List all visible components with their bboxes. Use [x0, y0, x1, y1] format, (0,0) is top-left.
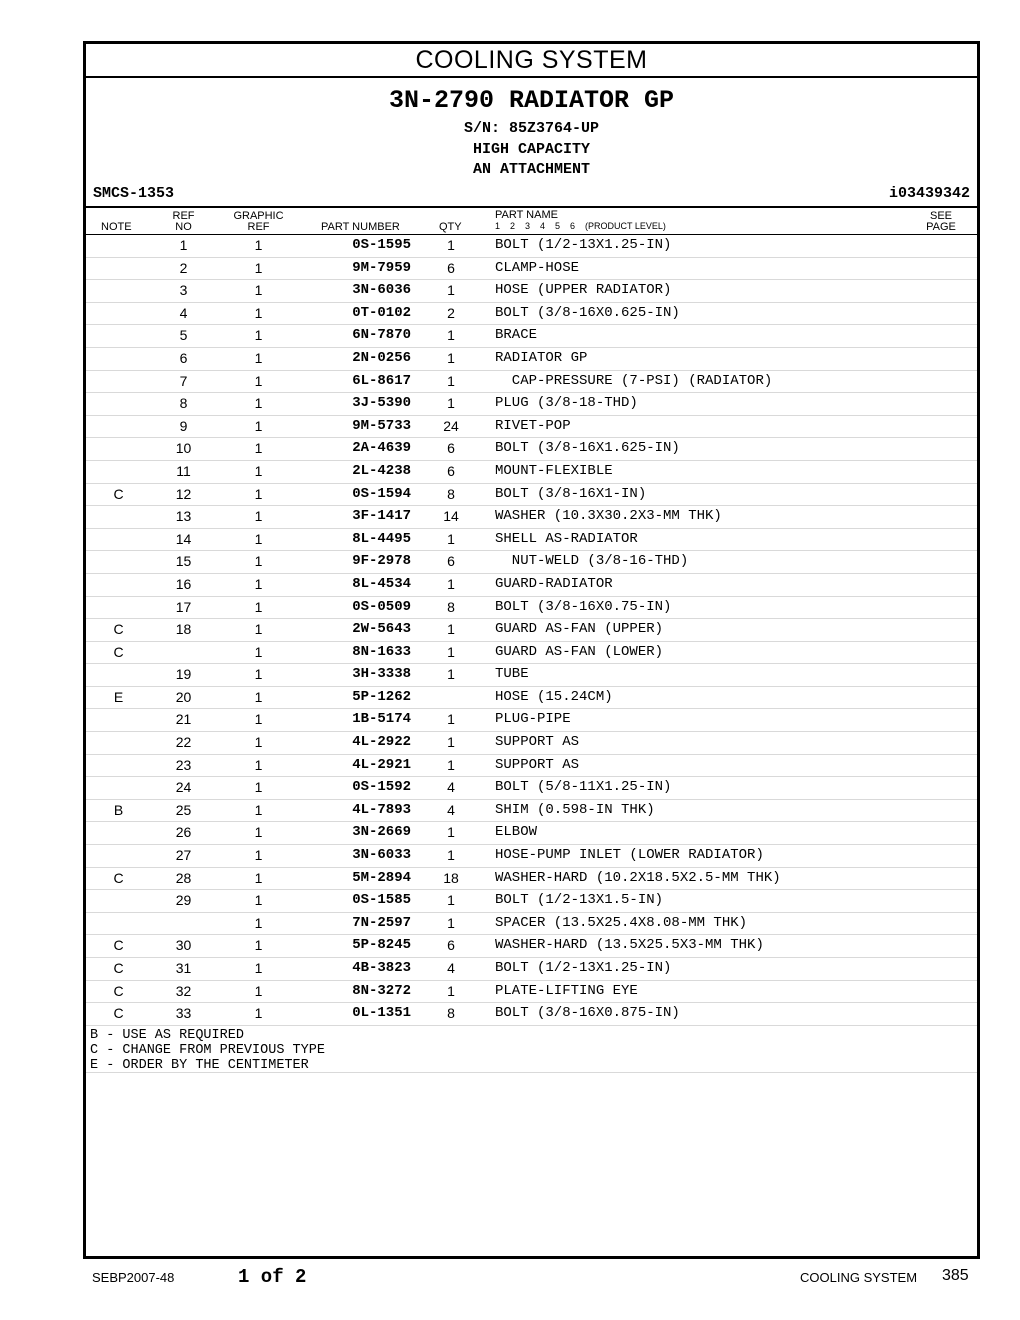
smcs-code: SMCS-1353	[93, 185, 175, 202]
qty-cell: 1	[447, 530, 455, 547]
note-b: B - USE AS REQUIRED	[90, 1027, 244, 1043]
table-row	[86, 371, 977, 394]
part-number-cell: 2W-5643	[352, 621, 411, 638]
ref-no-cell: 30	[175, 937, 192, 954]
part-name-cell: GUARD AS-FAN (UPPER)	[495, 621, 664, 638]
qty-cell: 4	[447, 779, 455, 796]
ref-no-cell: 7	[179, 372, 188, 389]
table-row	[86, 642, 977, 665]
part-name-cell: BOLT (5/8-11X1.25-IN)	[495, 779, 672, 796]
table-row	[86, 845, 977, 868]
col-see-bottom: PAGE	[926, 221, 956, 233]
table-row	[86, 574, 977, 597]
group-description-1: HIGH CAPACITY	[472, 141, 591, 158]
table-row	[86, 551, 977, 574]
col-ref-bottom: NO	[175, 221, 192, 233]
qty-cell: 6	[447, 462, 455, 479]
ref-no-cell: 12	[175, 485, 192, 502]
graphic-ref-cell: 1	[254, 824, 263, 841]
part-name-cell: HOSE (UPPER RADIATOR)	[495, 282, 672, 299]
part-number-cell: 3N-6033	[352, 847, 411, 864]
part-number-cell: 9M-7959	[352, 259, 411, 276]
part-number-cell: 9F-2978	[352, 553, 411, 570]
ref-no-cell: 29	[175, 892, 192, 909]
part-name-cell: BOLT (3/8-16X0.625-IN)	[495, 304, 680, 321]
graphic-ref-cell: 1	[254, 847, 263, 864]
table-row	[86, 981, 977, 1004]
part-name-cell: SUPPORT AS	[495, 756, 580, 773]
col-ref-top: REF	[172, 210, 195, 222]
qty-cell: 1	[447, 734, 455, 751]
table-row	[86, 868, 977, 891]
graphic-ref-cell: 1	[254, 734, 263, 751]
part-name-cell: SHIM (0.598-IN THK)	[495, 801, 655, 818]
col-product-level: 1 2 3 4 5 6 (PRODUCT LEVEL)	[495, 221, 666, 231]
group-title: 3N-2790 RADIATOR GP	[388, 86, 675, 115]
graphic-ref-cell: 1	[254, 1005, 263, 1022]
graphic-ref-cell: 1	[254, 756, 263, 773]
part-number-cell: 6L-8617	[352, 372, 411, 389]
table-row	[86, 1003, 977, 1026]
part-number-cell: 5P-1262	[352, 688, 411, 705]
part-name-cell: GUARD AS-FAN (LOWER)	[495, 643, 664, 660]
ref-no-cell: 32	[175, 982, 192, 999]
graphic-ref-cell: 1	[254, 395, 263, 412]
graphic-ref-cell: 1	[254, 598, 263, 615]
qty-cell: 1	[447, 237, 455, 253]
graphic-ref-cell: 1	[254, 349, 263, 366]
col-qty: QTY	[439, 221, 462, 233]
group-header	[86, 78, 977, 208]
part-name-cell: BOLT (3/8-16X0.875-IN)	[495, 1005, 680, 1022]
graphic-ref-cell: 1	[254, 982, 263, 999]
ref-no-cell: 25	[175, 801, 192, 818]
part-number-cell: 9M-5733	[352, 417, 411, 434]
footer-section-title: COOLING SYSTEM	[800, 1270, 918, 1285]
qty-cell: 1	[447, 666, 455, 683]
col-part-name: PART NAME	[495, 209, 558, 221]
ref-no-cell: 9	[179, 417, 188, 434]
part-number-cell: 4B-3823	[352, 960, 411, 976]
qty-cell: 1	[447, 621, 455, 638]
notes-legend	[86, 1026, 977, 1073]
part-name-cell: WASHER-HARD (10.2X18.5X2.5-MM THK)	[495, 869, 781, 886]
note-cell: C	[113, 643, 124, 660]
part-number-cell: 0S-1592	[352, 779, 411, 796]
table-row	[86, 619, 977, 642]
section-title: COOLING SYSTEM	[86, 44, 977, 78]
part-number-cell: 7N-2597	[352, 914, 411, 931]
document-code: SEBP2007-48	[92, 1270, 175, 1285]
part-name-cell: WASHER-HARD (13.5X25.5X3-MM THK)	[495, 937, 764, 954]
qty-cell: 1	[447, 982, 455, 999]
graphic-ref-cell: 1	[254, 553, 263, 570]
part-number-cell: 3F-1417	[352, 508, 411, 525]
col-note: NOTE	[101, 221, 132, 233]
qty-cell: 4	[447, 960, 455, 976]
qty-cell: 18	[443, 869, 459, 886]
ref-no-cell: 11	[176, 462, 191, 479]
part-name-cell: SHELL AS-RADIATOR	[495, 530, 638, 547]
qty-cell: 1	[447, 575, 455, 592]
note-cell: C	[113, 1005, 124, 1022]
graphic-ref-cell: 1	[254, 960, 263, 976]
ref-no-cell: 6	[179, 349, 188, 366]
part-name-cell: RIVET-POP	[495, 417, 571, 434]
part-number-cell: 4L-7893	[352, 801, 411, 818]
qty-cell: 4	[447, 801, 455, 818]
ref-no-cell: 2	[179, 259, 188, 276]
part-name-cell: ELBOW	[495, 824, 538, 841]
table-row	[86, 935, 977, 958]
note-cell: C	[113, 982, 124, 999]
part-number-cell: 0S-1595	[352, 237, 411, 253]
part-name-cell: MOUNT-FLEXIBLE	[495, 462, 613, 479]
qty-cell: 6	[447, 937, 455, 954]
parts-page-frame	[83, 41, 980, 1259]
part-name-cell: SPACER (13.5X25.4X8.08-MM THK)	[495, 914, 748, 931]
graphic-ref-cell: 1	[254, 417, 263, 434]
part-number-cell: 4L-2921	[352, 756, 411, 773]
part-name-cell: CAP-PRESSURE (7-PSI) (RADIATOR)	[495, 372, 773, 389]
qty-cell: 2	[447, 304, 455, 321]
graphic-ref-cell: 1	[254, 304, 263, 321]
ref-no-cell: 17	[175, 598, 192, 615]
part-number-cell: 4L-2922	[352, 734, 411, 751]
page-of-count: 1 of 2	[238, 1266, 307, 1288]
part-name-cell: PLATE-LIFTING EYE	[495, 982, 638, 999]
qty-cell: 1	[447, 914, 455, 931]
graphic-ref-cell: 1	[254, 869, 263, 886]
part-number-cell: 0S-1585	[352, 892, 411, 909]
group-description-2: AN ATTACHMENT	[472, 161, 591, 178]
column-header	[86, 208, 977, 235]
table-row	[86, 393, 977, 416]
ref-no-cell: 26	[175, 824, 192, 841]
part-number-cell: 8N-1633	[352, 643, 411, 660]
graphic-ref-cell: 1	[254, 892, 263, 909]
ref-no-cell: 1	[179, 237, 188, 253]
ref-no-cell: 16	[175, 575, 192, 592]
ref-no-cell: 3	[179, 282, 188, 299]
table-row	[86, 890, 977, 913]
part-name-cell: WASHER (10.3X30.2X3-MM THK)	[495, 508, 722, 525]
part-number-cell: 5P-8245	[352, 937, 411, 954]
part-name-cell: BRACE	[495, 327, 538, 344]
part-name-cell: GUARD-RADIATOR	[495, 575, 613, 592]
ref-no-cell: 10	[175, 440, 192, 457]
qty-cell: 1	[447, 847, 455, 864]
table-row	[86, 822, 977, 845]
part-number-cell: 3J-5390	[352, 395, 411, 412]
part-number-cell: 0S-1594	[352, 485, 411, 502]
part-name-cell: PLUG (3/8-18-THD)	[495, 395, 638, 412]
graphic-ref-cell: 1	[254, 779, 263, 796]
table-row	[86, 687, 977, 710]
part-name-cell: RADIATOR GP	[495, 349, 588, 366]
part-number-cell: 0S-0509	[352, 598, 411, 615]
qty-cell: 24	[443, 417, 459, 434]
note-cell: C	[113, 621, 124, 638]
qty-cell: 6	[447, 440, 455, 457]
part-number-cell: 2N-0256	[352, 349, 411, 366]
col-graphic-bottom: REF	[247, 221, 270, 233]
illustration-id: i03439342	[888, 185, 970, 202]
qty-cell: 1	[447, 711, 455, 728]
ref-no-cell: 23	[175, 756, 192, 773]
graphic-ref-cell: 1	[254, 711, 263, 728]
table-row	[86, 348, 977, 371]
qty-cell: 6	[447, 259, 455, 276]
part-number-cell: 0T-0102	[352, 304, 411, 321]
note-cell: B	[113, 801, 124, 818]
note-c: C - CHANGE FROM PREVIOUS TYPE	[90, 1042, 325, 1058]
col-see-top: SEE	[929, 210, 952, 222]
part-number-cell: 8L-4534	[352, 575, 411, 592]
table-row	[86, 280, 977, 303]
table-row	[86, 235, 977, 258]
table-row	[86, 325, 977, 348]
ref-no-cell: 19	[175, 666, 192, 683]
part-name-cell: HOSE-PUMP INLET (LOWER RADIATOR)	[495, 847, 764, 864]
table-row	[86, 461, 977, 484]
note-e: E - ORDER BY THE CENTIMETER	[90, 1057, 309, 1073]
note-cell: C	[113, 960, 124, 976]
col-part-number: PART NUMBER	[321, 221, 400, 233]
table-row	[86, 958, 977, 981]
part-number-cell: 8L-4495	[352, 530, 411, 547]
table-row	[86, 709, 977, 732]
ref-no-cell: 18	[175, 621, 192, 638]
qty-cell: 1	[447, 327, 455, 344]
table-row	[86, 755, 977, 778]
note-cell: C	[113, 485, 124, 502]
graphic-ref-cell: 1	[254, 508, 263, 525]
part-name-cell: PLUG-PIPE	[495, 711, 571, 728]
graphic-ref-cell: 1	[254, 259, 263, 276]
qty-cell: 1	[447, 892, 455, 909]
graphic-ref-cell: 1	[254, 530, 263, 547]
qty-cell: 1	[447, 824, 455, 841]
table-row	[86, 303, 977, 326]
qty-cell: 1	[447, 349, 455, 366]
table-row	[86, 913, 977, 936]
part-number-cell: 3H-3338	[352, 666, 411, 683]
note-cell: E	[113, 688, 124, 705]
part-name-cell: SUPPORT AS	[495, 734, 580, 751]
part-number-cell: 3N-6036	[352, 282, 411, 299]
part-number-cell: 2L-4238	[352, 462, 411, 479]
graphic-ref-cell: 1	[254, 801, 263, 818]
graphic-ref-cell: 1	[254, 462, 263, 479]
qty-cell: 8	[447, 485, 455, 502]
graphic-ref-cell: 1	[254, 937, 263, 954]
part-name-cell: BOLT (1/2-13X1.5-IN)	[495, 892, 664, 909]
qty-cell: 8	[447, 598, 455, 615]
graphic-ref-cell: 1	[254, 688, 263, 705]
ref-no-cell: 15	[175, 553, 192, 570]
graphic-ref-cell: 1	[254, 237, 263, 253]
table-row	[86, 416, 977, 439]
ref-no-cell: 21	[175, 711, 192, 728]
part-name-cell: HOSE (15.24CM)	[495, 688, 613, 705]
part-number-cell: 0L-1351	[352, 1005, 411, 1022]
qty-cell: 1	[447, 756, 455, 773]
graphic-ref-cell: 1	[254, 327, 263, 344]
page-number: 385	[942, 1267, 969, 1284]
graphic-ref-cell: 1	[254, 643, 263, 660]
parts-list	[86, 235, 977, 1026]
ref-no-cell: 22	[175, 734, 192, 751]
table-row	[86, 664, 977, 687]
graphic-ref-cell: 1	[254, 282, 263, 299]
ref-no-cell: 14	[175, 530, 192, 547]
ref-no-cell: 27	[175, 847, 192, 864]
graphic-ref-cell: 1	[254, 666, 263, 683]
part-number-cell: 8N-3272	[352, 982, 411, 999]
ref-no-cell: 5	[179, 327, 188, 344]
ref-no-cell: 13	[175, 508, 192, 525]
note-cell: C	[113, 869, 124, 886]
table-row	[86, 258, 977, 281]
part-name-cell: NUT-WELD (3/8-16-THD)	[495, 553, 689, 570]
col-graphic-top: GRAPHIC	[233, 210, 284, 222]
part-name-cell: BOLT (3/8-16X1-IN)	[495, 485, 647, 502]
graphic-ref-cell: 1	[254, 914, 263, 931]
part-number-cell: 3N-2669	[352, 824, 411, 841]
table-row	[86, 438, 977, 461]
part-name-cell: TUBE	[495, 666, 529, 683]
ref-no-cell: 4	[179, 304, 188, 321]
part-name-cell: BOLT (1/2-13X1.25-IN)	[495, 237, 672, 253]
graphic-ref-cell: 1	[254, 440, 263, 457]
ref-no-cell: 8	[179, 395, 188, 412]
ref-no-cell: 31	[175, 960, 192, 976]
qty-cell: 1	[447, 372, 455, 389]
qty-cell: 8	[447, 1005, 455, 1022]
part-number-cell: 5M-2894	[352, 869, 411, 886]
ref-no-cell: 20	[175, 688, 192, 705]
part-number-cell: 6N-7870	[352, 327, 411, 344]
table-row	[86, 777, 977, 800]
part-name-cell: BOLT (3/8-16X0.75-IN)	[495, 598, 672, 615]
graphic-ref-cell: 1	[254, 372, 263, 389]
ref-no-cell: 28	[175, 869, 192, 886]
qty-cell: 1	[447, 395, 455, 412]
part-name-cell: BOLT (3/8-16X1.625-IN)	[495, 440, 680, 457]
ref-no-cell: 33	[175, 1005, 192, 1022]
table-row	[86, 800, 977, 823]
ref-no-cell: 24	[175, 779, 192, 796]
qty-cell: 6	[447, 553, 455, 570]
graphic-ref-cell: 1	[254, 575, 263, 592]
serial-number: S/N: 85Z3764-UP	[463, 120, 600, 137]
part-name-cell: BOLT (1/2-13X1.25-IN)	[495, 960, 672, 976]
table-row	[86, 506, 977, 529]
part-number-cell: 1B-5174	[352, 711, 411, 728]
table-row	[86, 732, 977, 755]
part-number-cell: 2A-4639	[352, 440, 411, 457]
qty-cell: 14	[443, 508, 459, 525]
part-name-cell: CLAMP-HOSE	[495, 259, 580, 276]
qty-cell: 1	[447, 282, 455, 299]
graphic-ref-cell: 1	[254, 621, 263, 638]
table-row	[86, 529, 977, 552]
note-cell: C	[113, 937, 124, 954]
table-row	[86, 484, 977, 507]
graphic-ref-cell: 1	[254, 485, 263, 502]
table-row	[86, 597, 977, 620]
qty-cell: 1	[447, 643, 455, 660]
